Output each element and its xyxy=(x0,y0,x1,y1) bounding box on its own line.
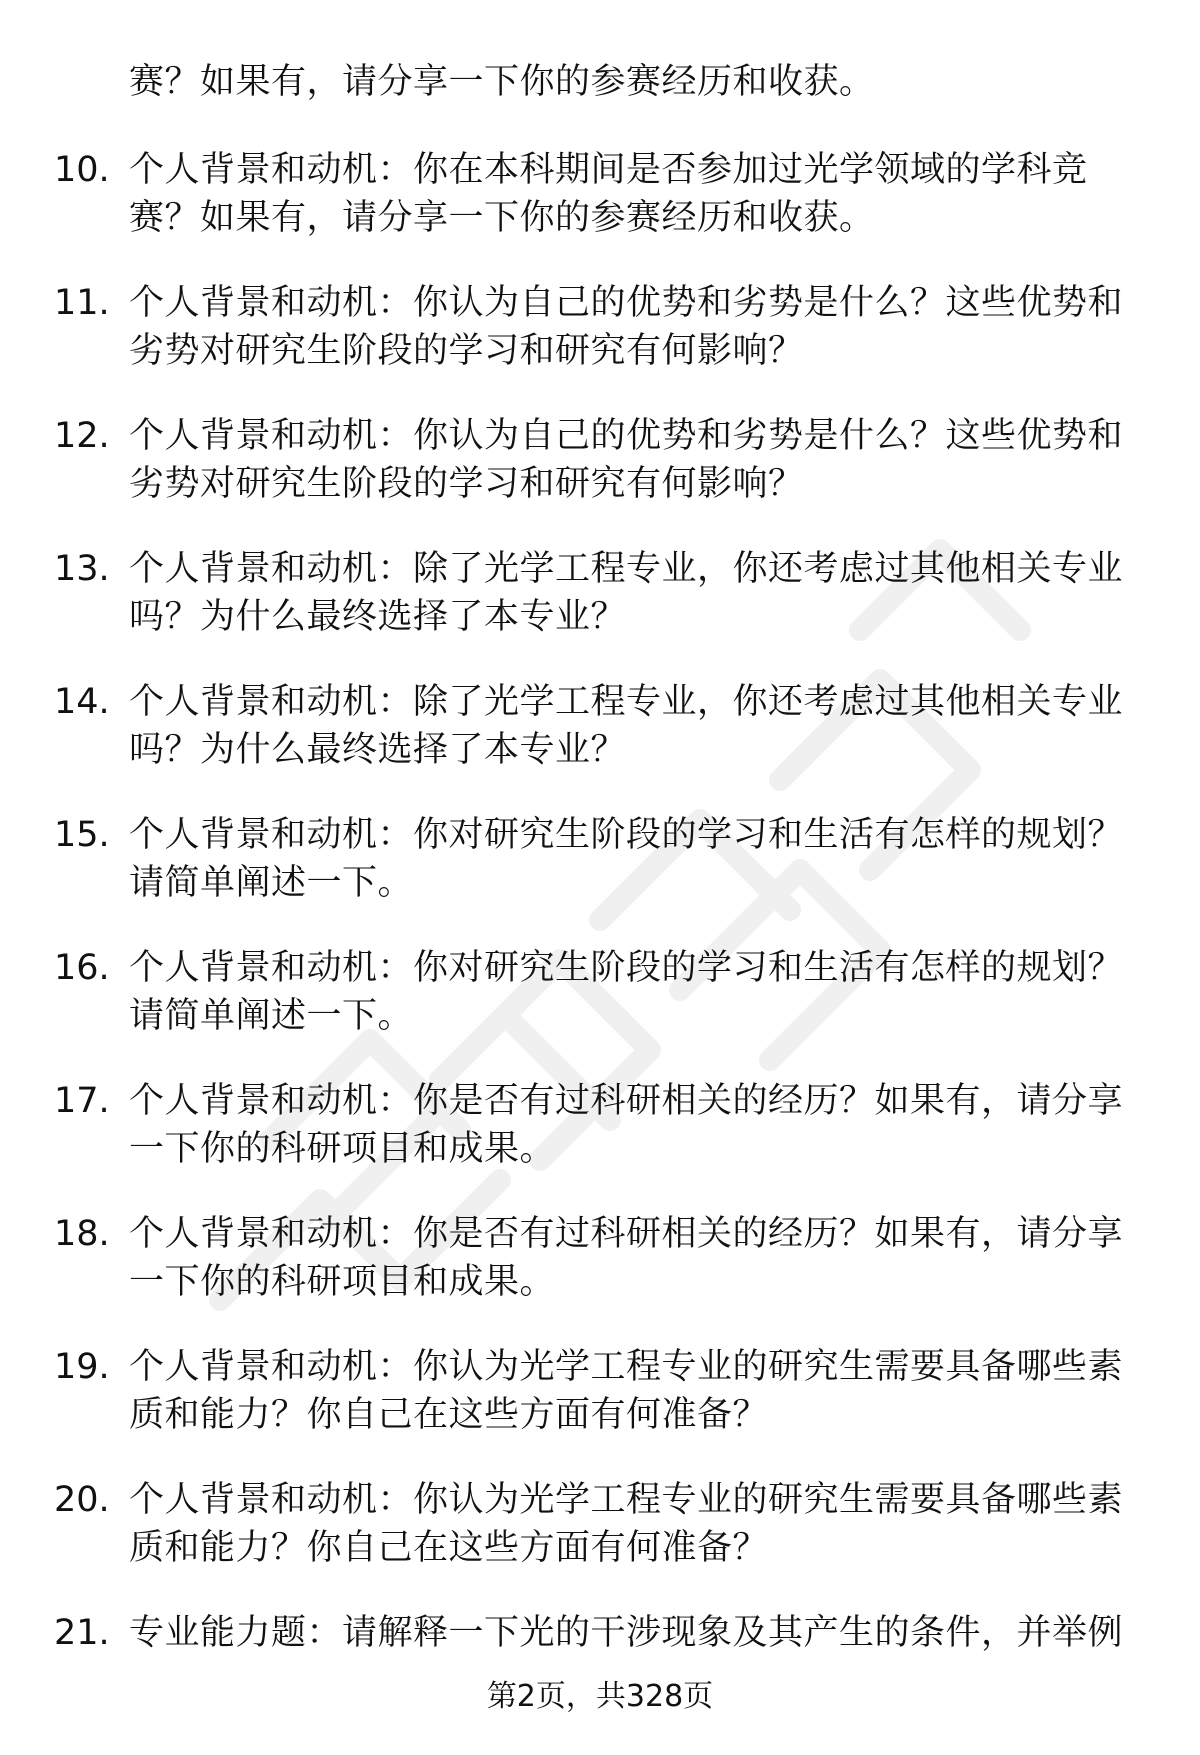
question-text xyxy=(129,146,1149,242)
question-text-line: 个人背景和动机：你在本科期间是否参加过光学领域的学科竞 xyxy=(129,150,1088,190)
question-text-line: 个人背景和动机：你对研究生阶段的学习和生活有怎样的规划？ xyxy=(129,948,1124,988)
question-list xyxy=(0,146,1200,1742)
question-item xyxy=(0,1210,1200,1343)
question-number: 11. xyxy=(54,283,110,323)
page-footer: 第2页，共328页 xyxy=(486,1679,714,1714)
question-number: 12. xyxy=(54,416,110,456)
question-text xyxy=(129,412,1149,508)
question-text-line: 个人背景和动机：除了光学工程专业，你还考虑过其他相关专业 xyxy=(129,549,1124,589)
question-number: 15. xyxy=(54,815,110,855)
question-text xyxy=(129,1210,1149,1306)
question-text xyxy=(129,811,1149,907)
question-text-line: 吗？为什么最终选择了本专业？ xyxy=(129,730,627,770)
question-text-line: 劣势对研究生阶段的学习和研究有何影响？ xyxy=(129,331,804,371)
question-item xyxy=(0,279,1200,412)
question-text xyxy=(129,545,1149,641)
question-text xyxy=(129,279,1149,375)
question-number: 13. xyxy=(54,549,110,589)
question-text-line: 一下你的科研项目和成果。 xyxy=(129,1129,556,1169)
question-text-line: 个人背景和动机：你认为光学工程专业的研究生需要具备哪些素 xyxy=(129,1480,1124,1520)
question-text-line: 一下你的科研项目和成果。 xyxy=(129,1262,556,1302)
question-item xyxy=(0,944,1200,1077)
question-text-line: 个人背景和动机：你对研究生阶段的学习和生活有怎样的规划？ xyxy=(129,815,1124,855)
question-number: 17. xyxy=(54,1081,110,1121)
question-text xyxy=(129,678,1149,774)
question-number: 20. xyxy=(54,1480,110,1520)
question-text xyxy=(129,944,1149,1040)
question-item xyxy=(0,811,1200,944)
question-text-line: 个人背景和动机：你认为光学工程专业的研究生需要具备哪些素 xyxy=(129,1347,1124,1387)
question-item xyxy=(0,1077,1200,1210)
question-item xyxy=(0,1609,1200,1742)
question-text-line: 请简单阐述一下。 xyxy=(129,996,414,1036)
question-text xyxy=(129,1476,1149,1572)
question-item xyxy=(0,1343,1200,1476)
question-text-line: 专业能力题：请解释一下光的干涉现象及其产生的条件，并举例 xyxy=(129,1613,1124,1653)
question-text xyxy=(129,1077,1149,1173)
question-text-line: 劣势对研究生阶段的学习和研究有何影响？ xyxy=(129,464,804,504)
question-text-line: 个人背景和动机：你认为自己的优势和劣势是什么？这些优势和 xyxy=(129,416,1124,456)
question-text xyxy=(129,1343,1149,1439)
question-text-line: 个人背景和动机：你是否有过科研相关的经历？如果有，请分享 xyxy=(129,1214,1124,1254)
continued-question-text: 赛？如果有，请分享一下你的参赛经历和收获。 xyxy=(129,62,875,102)
question-text xyxy=(129,1609,1149,1657)
question-text-line: 个人背景和动机：除了光学工程专业，你还考虑过其他相关专业 xyxy=(129,682,1124,722)
question-item xyxy=(0,1476,1200,1609)
question-item xyxy=(0,146,1200,279)
question-number: 16. xyxy=(54,948,110,988)
question-text-line: 质和能力？你自己在这些方面有何准备？ xyxy=(129,1528,769,1568)
question-text-line: 质和能力？你自己在这些方面有何准备？ xyxy=(129,1395,769,1435)
question-item xyxy=(0,412,1200,545)
question-text-line: 请简单阐述一下。 xyxy=(129,863,414,903)
question-number: 14. xyxy=(54,682,110,722)
question-text-line: 吗？为什么最终选择了本专业？ xyxy=(129,597,627,637)
question-number: 19. xyxy=(54,1347,110,1387)
question-text-line: 赛？如果有，请分享一下你的参赛经历和收获。 xyxy=(129,198,875,238)
question-number: 18. xyxy=(54,1214,110,1254)
question-number: 10. xyxy=(54,150,110,190)
question-text-line: 个人背景和动机：你是否有过科研相关的经历？如果有，请分享 xyxy=(129,1081,1124,1121)
question-item xyxy=(0,545,1200,678)
question-item xyxy=(0,678,1200,811)
question-text-line: 个人背景和动机：你认为自己的优势和劣势是什么？这些优势和 xyxy=(129,283,1124,323)
question-number: 21. xyxy=(54,1613,110,1653)
